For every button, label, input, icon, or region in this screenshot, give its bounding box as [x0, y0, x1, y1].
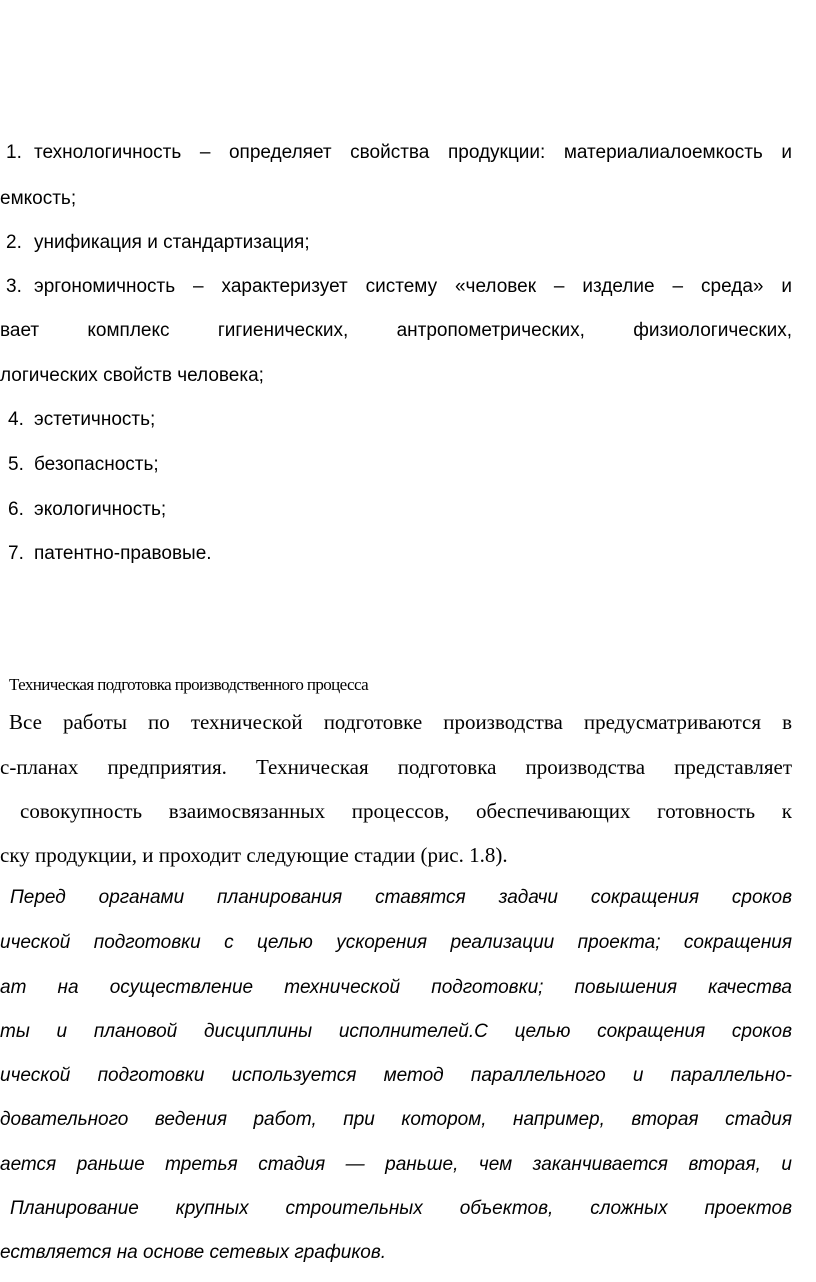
paragraph-1-line-4: ску продукции, и проходит следующие стадии (рис. 1.8).	[0, 843, 508, 867]
paragraph-2-line-3: ат на осуществление технической подготовки; повышения качества	[0, 977, 792, 998]
paragraph-2-line-1: Перед органами планирования ставятся задачи сокращения сроков	[10, 887, 792, 908]
section-heading: Техническая подготовка производственного процесса	[9, 675, 369, 694]
list-item-1: технологичность – определяет свойства продукции: материалиалоемкость и	[34, 142, 792, 163]
paragraph-2-line-4: ты и плановой дисциплины исполнителей.С целью сокращения сроков	[0, 1021, 792, 1042]
list-number-7: 7.	[8, 543, 24, 564]
paragraph-1-line-1: Все работы по технической подготовке производства предусматриваются в	[9, 710, 792, 734]
list-number-4: 4.	[8, 409, 24, 430]
list-item-2: унификация и стандартизация;	[34, 232, 310, 253]
paragraph-2-line-9: ествляется на основе сетевых графиков.	[0, 1242, 387, 1263]
list-item-3: эргономичность – характеризует систему «человек – изделие – среда» и	[34, 276, 792, 297]
paragraph-2-line-2: ической подготовки с целью ускорения реализации проекта; сокращения	[0, 932, 792, 953]
paragraph-2-line-6: довательного ведения работ, при котором, например, вторая стадия	[0, 1109, 792, 1130]
list-item-5: безопасность;	[34, 454, 159, 475]
list-item-4: эстетичность;	[34, 409, 156, 430]
list-item-1-continued: емкость;	[0, 188, 77, 209]
list-item-3-continued-1: вает комплекс гигиенических, антропометрических, физиологических,	[0, 320, 792, 341]
paragraph-2-line-7: ается раньше третья стадия — раньше, чем заканчивается вторая, и	[0, 1154, 792, 1175]
list-number-6: 6.	[8, 499, 24, 520]
paragraph-1-line-2: с-планах предприятия. Техническая подготовка производства представляет	[0, 755, 792, 779]
paragraph-1-line-3: совокупность взаимосвязанных процессов, обеспечивающих готовность к	[20, 799, 792, 823]
list-item-7: патентно-правовые.	[34, 543, 212, 564]
paragraph-2-line-5: ической подготовки используется метод параллельного и параллельно-	[0, 1065, 792, 1086]
list-item-3-continued-2: логических свойств человека;	[0, 365, 264, 386]
paragraph-2-line-8: Планирование крупных строительных объектов, сложных проектов	[10, 1198, 792, 1219]
list-number-2: 2.	[6, 232, 22, 253]
list-number-5: 5.	[8, 454, 24, 475]
list-number-1: 1.	[6, 142, 22, 163]
list-number-3: 3.	[6, 276, 22, 297]
list-item-6: экологичность;	[34, 499, 167, 520]
